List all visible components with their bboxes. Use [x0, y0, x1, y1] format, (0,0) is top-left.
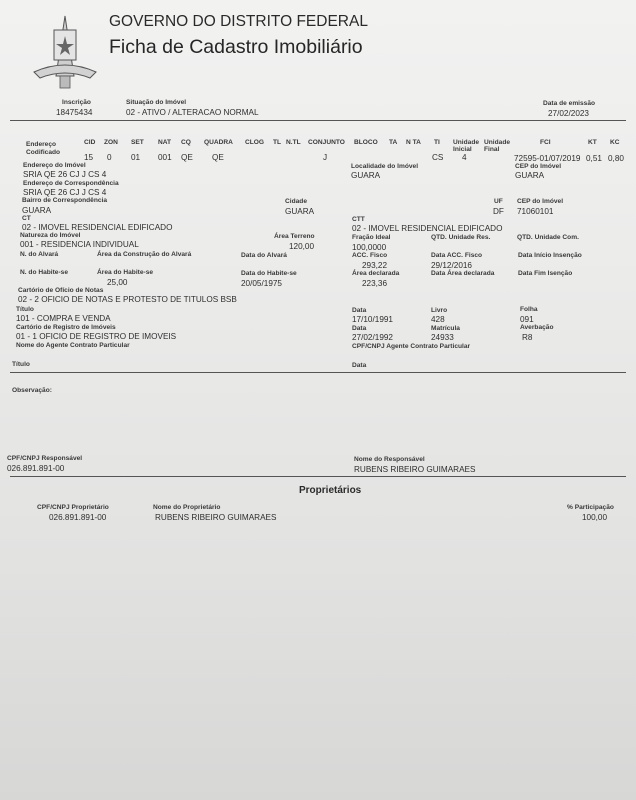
col-unidade-inicial: Unidade Inicial — [453, 139, 480, 153]
owner-nome: RUBENS RIBEIRO GUIMARAES — [155, 513, 277, 522]
cpf-responsavel-value: 026.891.891-00 — [7, 464, 65, 473]
government-name: GOVERNO DO DISTRITO FEDERAL — [109, 13, 368, 30]
end-corresp-label: Endereço de Correspondência — [23, 180, 119, 187]
data-habite-value: 20/05/1975 — [241, 279, 282, 288]
quadra-value: QE — [212, 153, 224, 162]
livro-label: Livro — [431, 307, 448, 314]
unidade-inicial-value: 4 — [462, 153, 467, 162]
col-bloco: BLOCO — [354, 139, 378, 146]
proprietarios-heading: Proprietários — [299, 485, 362, 496]
owner-cpf: 026.891.891-00 — [49, 513, 107, 522]
col-conjunto: CONJUNTO — [308, 139, 345, 146]
col-clog: CLOG — [245, 139, 265, 146]
bairro-label: Bairro de Correspondência — [22, 197, 108, 204]
folha-value: 091 — [520, 315, 534, 324]
cartorio-reg-label: Cartório de Registro de Imóveis — [16, 324, 116, 331]
fracao-label: Fração Ideal — [352, 234, 391, 241]
kc-value: 0,80 — [608, 154, 624, 163]
data2-label: Data — [352, 325, 367, 332]
data-alvara-label: Data do Alvará — [241, 252, 287, 259]
averbacao-label: Averbação — [520, 324, 554, 331]
cartorio-notas-value: 02 - 2 OFICIO DE NOTAS E PROTESTO DE TITULOS BSB — [18, 295, 237, 304]
col-ta: TA — [389, 139, 398, 146]
data2-value: 27/02/1992 — [352, 333, 393, 342]
cid-value: 15 — [84, 153, 94, 162]
data-value: 17/10/1991 — [352, 315, 393, 324]
ct-value: 02 - IMOVEL RESIDENCIAL EDIFICADO — [22, 223, 173, 232]
brasilia-crest-logo — [30, 14, 100, 90]
qtd-res-label: QTD. Unidade Res. — [431, 234, 491, 241]
codificado-label: Codificado — [26, 149, 61, 156]
area-decl-value: 223,36 — [362, 279, 388, 288]
cpf-proprietario-label: CPF/CNPJ Proprietário — [37, 504, 109, 511]
nome-responsavel-label: Nome do Responsável — [354, 456, 425, 463]
data-emissao-value: 27/02/2023 — [548, 109, 589, 118]
localidade-label: Localidade do Imóvel — [351, 163, 419, 170]
num-alvara-label: N. do Alvará — [20, 251, 59, 258]
col-fci: FCI — [540, 139, 551, 146]
end-corresp-value: SRIA QE 26 CJ J CS 4 — [23, 188, 107, 197]
nome-proprietario-label: Nome do Proprietário — [153, 504, 221, 511]
folha-label: Folha — [520, 306, 538, 313]
divider — [10, 372, 626, 373]
end-imovel-value: SRIA QE 26 CJ J CS 4 — [23, 170, 107, 179]
natureza-label: Natureza do Imóvel — [20, 232, 81, 239]
ti-value: CS — [432, 153, 444, 162]
cpf-responsavel-label: CPF/CNPJ Responsável — [7, 455, 83, 462]
zon-value: 0 — [107, 153, 112, 162]
acc-label: ACC. Fisco — [352, 252, 388, 259]
area-habite-value: 25,00 — [107, 278, 128, 287]
col-nat: NAT — [158, 139, 172, 146]
titulo-label: Título — [16, 306, 34, 313]
cartorio-notas-label: Cartório de Ofício de Notas — [18, 287, 104, 294]
nat-value: 001 — [158, 153, 172, 162]
col-zon: ZON — [104, 139, 118, 146]
averbacao-value: R8 — [522, 333, 533, 342]
col-quadra: QUADRA — [204, 139, 233, 146]
data-emissao-label: Data de emissão — [543, 100, 596, 107]
cep-imovel-label-1: CEP do Imóvel — [515, 163, 562, 170]
col-kc: KC — [610, 139, 620, 146]
situacao-value: 02 - ATIVO / ALTERACAO NORMAL — [126, 108, 259, 117]
cep-imovel-value-1: GUARA — [515, 171, 545, 180]
owner-participacao: 100,00 — [582, 513, 608, 522]
data3-label: Data — [352, 362, 367, 369]
agente-label: Nome do Agente Contrato Particular — [16, 342, 130, 349]
data-area-decl-label: Data Área declarada — [431, 270, 495, 277]
col-cid: CID — [84, 139, 96, 146]
titulo-value: 101 - COMPRA E VENDA — [16, 314, 111, 323]
acc-value: 293,22 — [362, 261, 388, 270]
area-alvara-label: Área da Construção do Alvará — [97, 251, 192, 258]
titulo2-label: Título — [12, 361, 30, 368]
ctt-value: 02 - IMOVEL RESIDENCIAL EDIFICADO — [352, 224, 503, 233]
col-ntl: N.TL — [286, 139, 301, 146]
situacao-label: Situação do Imóvel — [126, 99, 187, 106]
ct-label: CT — [22, 215, 31, 222]
inscricao-label: Inscrição — [62, 99, 91, 106]
divider — [10, 120, 626, 121]
nome-responsavel-value: RUBENS RIBEIRO GUIMARAES — [354, 465, 476, 474]
cpf-agente-label: CPF/CNPJ Agente Contrato Particular — [352, 343, 471, 350]
data-acc-value: 29/12/2016 — [431, 261, 472, 270]
page-title: Ficha de Cadastro Imobiliário — [109, 36, 363, 58]
livro-value: 428 — [431, 315, 445, 324]
matricula-label: Matrícula — [431, 325, 460, 332]
area-decl-label: Área declarada — [352, 270, 400, 277]
data-habite-label: Data do Habite-se — [241, 270, 297, 277]
data-ini-isencao-label: Data Início Insenção — [518, 252, 582, 259]
cartorio-reg-value: 01 - 1 OFICIO DE REGISTRO DE IMOVEIS — [16, 332, 177, 341]
kt-value: 0,51 — [586, 154, 602, 163]
set-value: 01 — [131, 153, 141, 162]
uf-value: DF — [493, 207, 504, 216]
uf-label: UF — [494, 198, 503, 205]
col-nta: N TA — [406, 139, 421, 146]
data-label: Data — [352, 307, 367, 314]
cq-value: QE — [181, 153, 193, 162]
participacao-label: % Participação — [567, 504, 614, 511]
cidade-label: Cidade — [285, 198, 307, 205]
data-fim-isencao-label: Data Fim Isenção — [518, 270, 573, 277]
col-set: SET — [131, 139, 144, 146]
cep-imovel-value-2: 71060101 — [517, 207, 554, 216]
ctt-label: CTT — [352, 216, 365, 223]
area-terreno-label: Área Terreno — [274, 233, 315, 240]
col-cq: CQ — [181, 139, 191, 146]
bairro-value: GUARA — [22, 206, 52, 215]
col-kt: KT — [588, 139, 597, 146]
conjunto-value: J — [323, 153, 328, 162]
cidade-value: GUARA — [285, 207, 315, 216]
col-unidade-final: Unidade Final — [484, 139, 511, 153]
endereco-label: Endereço — [26, 141, 57, 148]
num-habite-label: N. do Habite-se — [20, 269, 68, 276]
natureza-value: 001 - RESIDENCIA INDIVIDUAL — [20, 240, 139, 249]
divider — [10, 476, 626, 477]
qtd-com-label: QTD. Unidade Com. — [517, 234, 579, 241]
data-acc-label: Data ACC. Fisco — [431, 252, 483, 259]
fci-value: 72595-01/07/2019 — [514, 154, 581, 163]
col-tl: TL — [273, 139, 282, 146]
col-ti: TI — [434, 139, 440, 146]
matricula-value: 24933 — [431, 333, 454, 342]
inscricao-value: 18475434 — [56, 108, 93, 117]
fracao-value: 100,0000 — [352, 243, 387, 252]
localidade-value: GUARA — [351, 171, 381, 180]
observacao-label: Observação: — [12, 387, 52, 394]
area-habite-label: Área do Habite-se — [97, 269, 154, 276]
cep-imovel-label-2: CEP do Imóvel — [517, 198, 564, 205]
area-terreno-value: 120,00 — [289, 242, 315, 251]
end-imovel-label: Endereço do Imóvel — [23, 162, 86, 169]
